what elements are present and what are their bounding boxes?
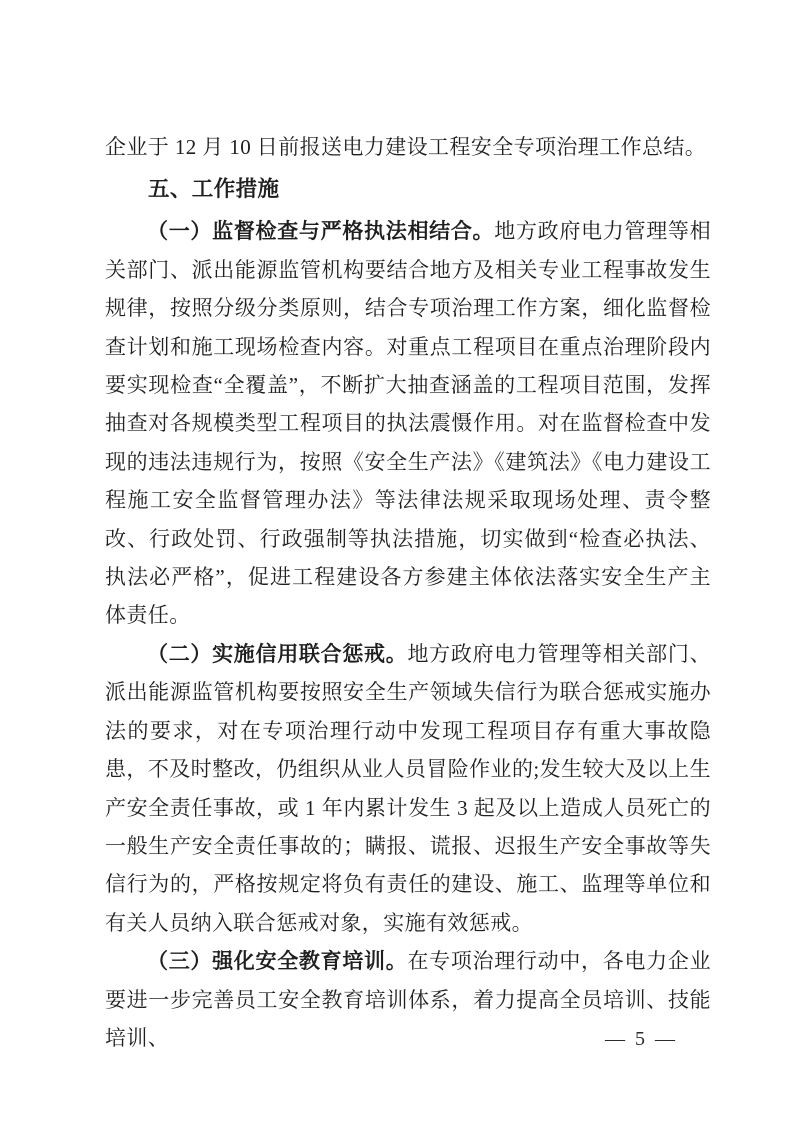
paragraph-3-text: 在专项治理行动中，各电力企业要进一步完善员工安全教育培训体系，着力提高全员培训、技能培训、 <box>105 949 711 1050</box>
page-number <box>605 1028 675 1051</box>
section-heading: 五、工作措施 <box>148 177 280 202</box>
paragraph-2-lead: （二）实施信用联合惩戒。 <box>147 641 408 666</box>
paragraph-1-lead: （一）监督检查与严格执法相结合。 <box>147 219 495 244</box>
page-number-value: 5 <box>635 1028 645 1050</box>
document-body <box>105 128 711 1057</box>
page-number-dash-left: — <box>605 1028 625 1050</box>
page-number-dash-right: — <box>655 1028 675 1050</box>
paragraph-measure-1 <box>105 212 711 634</box>
paragraph-2-text: 地方政府电力管理等相关部门、派出能源监管机构要按照安全生产领域失信行为联合惩戒实施办法的要求，对在专项治理行动中发现工程项目存有重大事故隐患，不及时整改，仍组织从业人员冒险作业的;发生较大及以上生产安全责任事故，或 1 年内累计发生 3 起及以上造成人员死亡的一般生产安全责任事故的；瞒报、谎报、迟报生产安全事故等失信行为的，严格按规定将负有责任的建设、施工、监理等单位和有关人员纳入联合惩戒对象，实施有效惩戒。 <box>105 641 711 935</box>
paragraph-measure-2 <box>105 635 711 942</box>
paragraph-continuation: 企业于 12 月 10 日前报送电力建设工程安全专项治理工作总结。 <box>105 135 707 159</box>
paragraph-3-lead: （三）强化安全教育培训。 <box>147 949 408 974</box>
paragraph-1-text: 地方政府电力管理等相关部门、派出能源监管机构要结合地方及相关专业工程事故发生规律，按照分级分类原则，结合专项治理工作方案，细化监督检查计划和施工现场检查内容。对重点工程项目在重点治理阶段内要实现检查“全覆盖”，不断扩大抽查涵盖的工程项目范围，发挥抽查对各规模类型工程项目的执法震慑作用。对在监督检查中发现的违法违规行为，按照《安全生产法》《建筑法》《电力建设工程施工安全监督管理办法》等法律法规采取现场处理、责令整改、行政处罚、行政强制等执法措施，切实做到“检查必执法、执法必严格”，促进工程建设各方参建主体依法落实安全生产主体责任。 <box>105 219 711 628</box>
